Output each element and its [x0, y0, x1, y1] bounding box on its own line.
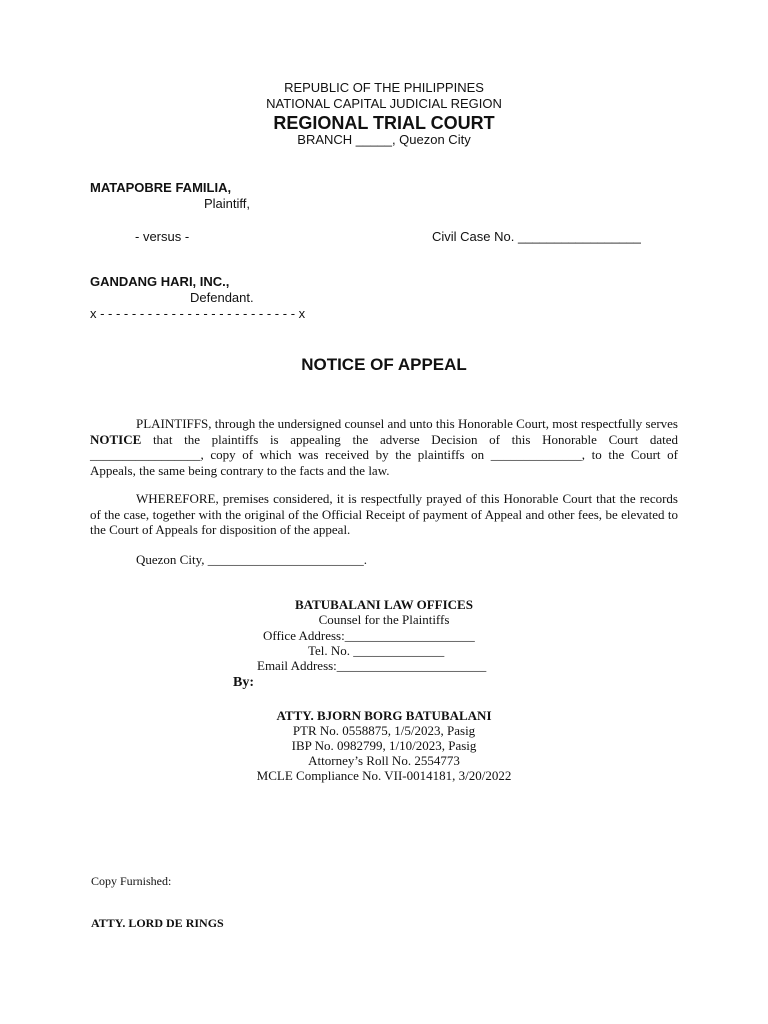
civil-case-number: Civil Case No. _________________: [432, 229, 641, 244]
paragraph-notice-text-1: PLAINTIFFS, through the undersigned counsel and unto this Honorable Court, most respectfully serves: [136, 416, 678, 431]
caption-separator: x - - - - - - - - - - - - - - - - - - - - - - - - - x: [90, 306, 306, 321]
ptr-number: PTR No. 0558875, 1/5/2023, Pasig: [292, 723, 476, 738]
header-court: REGIONAL TRIAL COURT: [273, 113, 495, 133]
versus-label: - versus -: [135, 229, 190, 244]
mcle-compliance: MCLE Compliance No. VII-0014181, 3/20/2022: [256, 768, 512, 783]
copy-furnished-name: ATTY. LORD DE RINGS: [91, 916, 224, 930]
header-republic: REPUBLIC OF THE PHILIPPINES: [284, 80, 484, 95]
office-address-line: Office Address:____________________: [263, 628, 475, 643]
paragraph-notice: [90, 416, 678, 478]
counsel-role: Counsel for the Plaintiffs: [318, 612, 450, 627]
paragraph-wherefore: WHEREFORE, premises considered, it is respectfully prayed of this Honorable Court that the records of the case, together with the original of the Official Receipt of payment of Appeal and other fees, be elevated to the Court of Appeals for disposition of the appeal.: [90, 491, 678, 537]
header-branch: BRANCH _____, Quezon City: [297, 132, 471, 147]
attorney-name: ATTY. BJORN BORG BATUBALANI: [276, 708, 492, 723]
place-and-date: Quezon City, ________________________.: [136, 552, 367, 567]
copy-furnished-label: Copy Furnished:: [91, 874, 172, 888]
ibp-number: IBP No. 0982799, 1/10/2023, Pasig: [291, 738, 477, 753]
by-label: By:: [233, 675, 254, 690]
plaintiff-role: Plaintiff,: [204, 196, 251, 211]
paragraph-notice-text-2: that the plaintiffs is appealing the adverse Decision of this Honorable Court dated _________________, copy of which was received by the plaintiffs on ______________, to the Court of Appeals, the same being contrary to the facts and the law.: [90, 431, 678, 478]
document-title: NOTICE OF APPEAL: [301, 355, 467, 374]
plaintiff-name: MATAPOBRE FAMILIA,: [90, 180, 232, 195]
tel-number-line: Tel. No. ______________: [308, 643, 445, 658]
defendant-role: Defendant.: [190, 290, 254, 305]
law-firm-name: BATUBALANI LAW OFFICES: [295, 597, 473, 612]
defendant-name: GANDANG HARI, INC.,: [90, 274, 230, 289]
email-address-line: Email Address:_______________________: [257, 658, 487, 673]
notice-emphasis: NOTICE: [90, 431, 142, 447]
roll-number: Attorney’s Roll No. 2554773: [308, 753, 460, 768]
header-region: NATIONAL CAPITAL JUDICIAL REGION: [266, 96, 502, 111]
